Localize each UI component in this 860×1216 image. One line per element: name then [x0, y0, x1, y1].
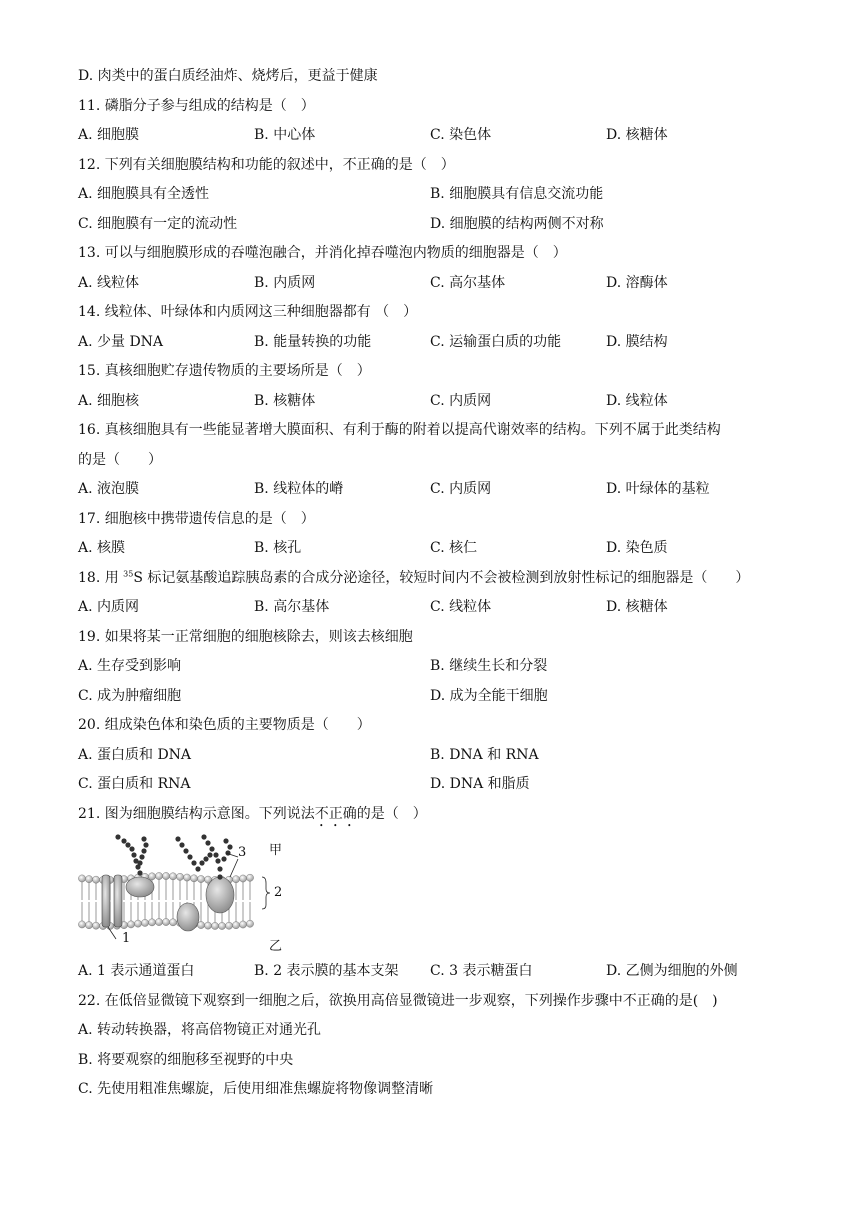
- q11-option-d: D. 核糖体: [606, 127, 668, 143]
- q11-option-b: B. 中心体: [254, 127, 316, 143]
- q12-options-row1: [78, 180, 778, 210]
- q20-option-b: B. DNA 和 RNA: [430, 746, 539, 763]
- q13-option-b: B. 内质网: [254, 274, 316, 291]
- q12-option-c: C. 细胞膜有一定的流动性: [78, 215, 238, 232]
- q14-option-b: B. 能量转换的功能: [254, 333, 372, 350]
- q20-stem: 20. 组成染色体和染色质的主要物质是（ ）: [78, 717, 371, 733]
- q11-stem: 11. 磷脂分子参与组成的结构是（ ）: [78, 97, 315, 114]
- q15-option-a: A. 细胞核: [78, 392, 140, 409]
- q16-option-b: B. 线粒体的嵴: [254, 481, 344, 497]
- q18-stem-prefix: 18. 用: [78, 569, 124, 586]
- embedded-protein: [177, 903, 199, 931]
- q16-stem-line2: 的是（ ）: [78, 451, 162, 468]
- q16-option-d: D. 叶绿体的基粒: [606, 481, 710, 497]
- q18-option-c: C. 线粒体: [430, 599, 492, 615]
- q18-isotope-mass: 35: [123, 568, 134, 578]
- q12-options-row2: [78, 210, 778, 240]
- q21-option-a: A. 1 表示通道蛋白: [78, 963, 195, 979]
- q22-option-c: C. 先使用粗准焦螺旋，后使用细准焦螺旋将物像调整清晰: [78, 1081, 434, 1097]
- q16-option-c: C. 内质网: [430, 481, 492, 497]
- q20-option-a: A. 蛋白质和 DNA: [78, 746, 192, 763]
- q19-option-a: A. 生存受到影响: [78, 658, 182, 674]
- transmembrane-protein: [126, 877, 154, 897]
- q19-options-row1: [78, 652, 778, 682]
- glycoprotein: [206, 877, 234, 913]
- q18-option-a: A. 内质网: [78, 599, 140, 615]
- q14-option-d: D. 膜结构: [606, 333, 668, 350]
- q17-option-b: B. 核孔: [254, 540, 302, 556]
- q13-stem: 13. 可以与细胞膜形成的吞噬泡融合，并消化掉吞噬泡内物质的细胞器是（ ）: [78, 245, 567, 261]
- q19-stem: 19. 如果将某一正常细胞的细胞核除去，则该去核细胞: [78, 628, 413, 645]
- cell-membrane-diagram: [78, 831, 308, 953]
- exam-page: [78, 62, 778, 1105]
- label-top-side: 甲: [269, 843, 283, 858]
- q21-stem-prefix: 21. 图为细胞膜结构示意图。下列说法: [78, 805, 315, 822]
- q18-stem: [78, 564, 778, 594]
- q20-options-row1: [78, 741, 778, 771]
- q15-option-d: D. 线粒体: [606, 392, 668, 409]
- q19-option-c: C. 成为肿瘤细胞: [78, 687, 182, 704]
- q20-options-row2: [78, 770, 778, 800]
- q21-stem-emphasis: 不正确: [314, 805, 357, 822]
- q12-option-b: B. 细胞膜具有信息交流功能: [430, 186, 604, 202]
- q14-stem: 14. 线粒体、叶绿体和内质网这三种细胞器都有 （ ）: [78, 304, 418, 320]
- q12-option-a: A. 细胞膜具有全透性: [78, 186, 210, 202]
- q13-options: [78, 269, 778, 299]
- q16-options: [78, 475, 778, 505]
- q17-option-c: C. 核仁: [430, 540, 478, 556]
- q22-option-b: B. 将要观察的细胞移至视野的中央: [78, 1051, 294, 1068]
- q21-stem-suffix: 的是（ ）: [356, 805, 427, 822]
- q14-option-a: A. 少量 DNA: [78, 333, 164, 350]
- q21-option-b: B. 2 表示膜的基本支架: [254, 963, 399, 979]
- q14-options: [78, 328, 778, 358]
- q11-options: [78, 121, 778, 151]
- q21-options: [78, 957, 778, 987]
- q19-options-row2: [78, 682, 778, 712]
- q18-stem-suffix: S 标记氨基酸追踪胰岛素的合成分泌途径，较短时间内不会被检测到放射性标记的细胞器是（ ）: [133, 569, 750, 586]
- q15-option-b: B. 核糖体: [254, 392, 316, 409]
- label-2: 2: [274, 885, 283, 900]
- q17-options: [78, 534, 778, 564]
- q15-options: [78, 387, 778, 417]
- q19-option-d: D. 成为全能干细胞: [430, 687, 548, 704]
- q18-option-b: B. 高尔基体: [254, 599, 330, 615]
- q18-options: [78, 593, 778, 623]
- q13-option-d: D. 溶酶体: [606, 274, 668, 291]
- q22-option-a: A. 转动转换器，将高倍物镜正对通光孔: [78, 1022, 322, 1038]
- q12-option-d: D. 细胞膜的结构两侧不对称: [430, 215, 604, 232]
- q11-option-c: C. 染色体: [430, 127, 492, 143]
- q21-stem: [78, 800, 778, 830]
- q13-option-c: C. 高尔基体: [430, 274, 506, 291]
- q17-option-a: A. 核膜: [78, 540, 126, 556]
- q14-option-c: C. 运输蛋白质的功能: [430, 333, 562, 350]
- q17-option-d: D. 染色质: [606, 540, 668, 556]
- q21-option-c: C. 3 表示糖蛋白: [430, 963, 533, 979]
- q19-option-b: B. 继续生长和分裂: [430, 658, 548, 674]
- q12-stem: 12. 下列有关细胞膜结构和功能的叙述中，不正确的是（ ）: [78, 156, 455, 173]
- q16-option-a: A. 液泡膜: [78, 481, 140, 497]
- q11-option-a: A. 细胞膜: [78, 127, 140, 143]
- q16-stem-line1: 16. 真核细胞具有一些能显著增大膜面积、有利于酶的附着以提高代谢效率的结构。下列不属于此类结构: [78, 422, 721, 438]
- label-1: 1: [122, 931, 131, 946]
- label-3: 3: [238, 845, 247, 860]
- q18-option-d: D. 核糖体: [606, 599, 668, 615]
- q13-option-a: A. 线粒体: [78, 274, 140, 291]
- label-bottom-side: 乙: [269, 939, 283, 954]
- q20-option-c: C. 蛋白质和 RNA: [78, 776, 191, 792]
- q15-stem: 15. 真核细胞贮存遗传物质的主要场所是（ ）: [78, 363, 371, 379]
- q17-stem: 17. 细胞核中携带遗传信息的是（ ）: [78, 510, 315, 527]
- q15-option-c: C. 内质网: [430, 392, 492, 409]
- q22-stem: 22. 在低倍显微镜下观察到一细胞之后，欲换用高倍显微镜进一步观察，下列操作步骤中不正确的是( ): [78, 992, 718, 1009]
- q20-option-d: D. DNA 和脂质: [430, 776, 530, 792]
- q21-option-d: D. 乙侧为细胞的外侧: [606, 963, 738, 979]
- q10-option-d: D. 肉类中的蛋白质经油炸、烧烤后，更益于健康: [78, 68, 378, 84]
